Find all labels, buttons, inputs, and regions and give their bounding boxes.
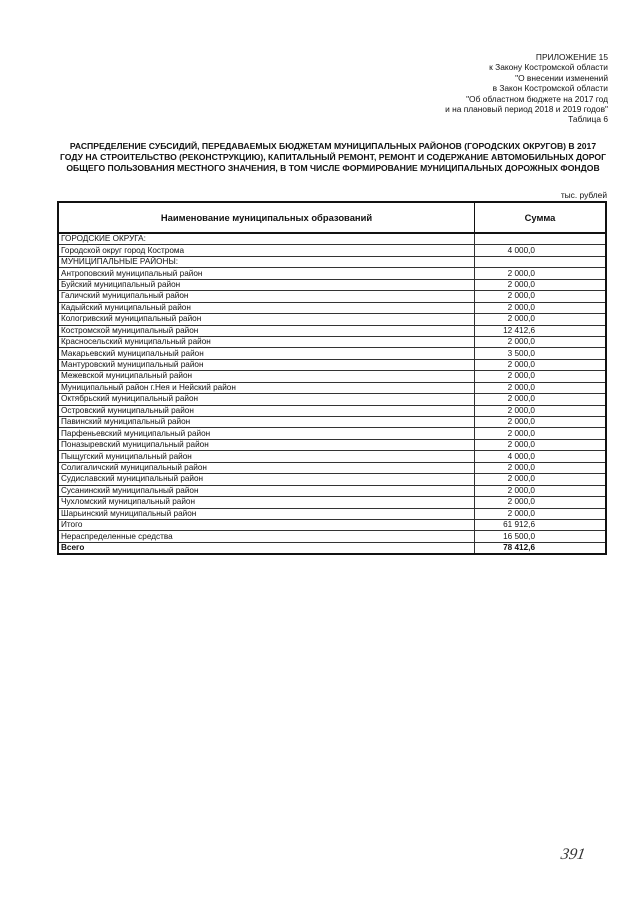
table-row [58, 359, 606, 370]
row-sum: 2 000,0 [475, 428, 607, 439]
row-name: МУНИЦИПАЛЬНЫЕ РАЙОНЫ: [58, 256, 475, 267]
row-sum: 16 500,0 [475, 531, 607, 542]
row-name: Галичский муниципальный район [58, 291, 475, 302]
row-sum: 2 000,0 [475, 291, 607, 302]
table-row [58, 485, 606, 496]
table-row [58, 336, 606, 347]
page-number: 391 [559, 846, 587, 863]
row-name: Итого [58, 519, 475, 530]
table-row [58, 542, 606, 554]
header-line: Таблица 6 [568, 114, 608, 125]
header-line: "Об областном бюджете на 2017 год [466, 93, 608, 104]
document-title: РАСПРЕДЕЛЕНИЕ СУБСИДИЙ, ПЕРЕДАВАЕМЫХ БЮДЖЕТАМ МУНИЦИПАЛЬНЫХ РАЙОНОВ (ГОРОДСКИХ ОКРУГОВ) В 2017 ГОДУ НА СТРОИТЕЛЬСТВО (РЕКОНСТРУКЦИЮ), КАПИТАЛЬНЫЙ РЕМОНТ, РЕМОНТ И СОДЕРЖАНИЕ АВТОМОБИЛЬНЫХ ДОРОГ ОБЩЕГО ПОЛЬЗОВАНИЯ МЕСТНОГО ЗНАЧЕНИЯ, В ТОМ ЧИСЛЕ ФОРМИРОВАНИЕ МУНИЦИПАЛЬНЫХ ДОРОЖНЫХ ФОНДОВ [60, 141, 606, 174]
table-row [58, 325, 606, 336]
row-name: Красносельский муниципальный район [58, 336, 475, 347]
row-sum: 12 412,6 [475, 325, 607, 336]
table-row [58, 474, 606, 485]
column-header-name: Наименование муниципальных образований [58, 202, 475, 233]
row-name: Шарьинский муниципальный район [58, 508, 475, 519]
table-row [58, 519, 606, 530]
row-sum [475, 256, 607, 267]
header-line: "О внесении изменений [515, 72, 608, 83]
header-line: и на плановый период 2018 и 2019 годов" [445, 104, 608, 115]
row-sum: 3 500,0 [475, 348, 607, 359]
row-sum: 2 000,0 [475, 314, 607, 325]
row-sum: 2 000,0 [475, 462, 607, 473]
table-row [58, 245, 606, 256]
header-line: в Закон Костромской области [492, 83, 608, 94]
table-body [58, 233, 606, 554]
subsidy-table [57, 201, 607, 555]
row-name: Островский муниципальный район [58, 405, 475, 416]
row-name: Чухломский муниципальный район [58, 497, 475, 508]
row-sum: 2 000,0 [475, 474, 607, 485]
row-name: Пыщугский муниципальный район [58, 451, 475, 462]
appendix-header [288, 52, 608, 125]
row-sum: 2 000,0 [475, 268, 607, 279]
row-sum: 61 912,6 [475, 519, 607, 530]
table-row [58, 371, 606, 382]
row-sum: 2 000,0 [475, 405, 607, 416]
row-name: Макарьевский муниципальный район [58, 348, 475, 359]
table-row [58, 256, 606, 267]
row-sum: 2 000,0 [475, 336, 607, 347]
table-row [58, 439, 606, 450]
table-row [58, 394, 606, 405]
row-sum: 2 000,0 [475, 394, 607, 405]
row-name: Буйский муниципальный район [58, 279, 475, 290]
table-row [58, 417, 606, 428]
row-name: Поназыревский муниципальный район [58, 439, 475, 450]
row-name: Муниципальный район г.Нея и Нейский район [58, 382, 475, 393]
row-sum: 2 000,0 [475, 279, 607, 290]
units-label: тыс. рублей [560, 190, 607, 200]
row-name: Антроповский муниципальный район [58, 268, 475, 279]
table-row [58, 348, 606, 359]
table-row [58, 497, 606, 508]
column-header-sum: Сумма [475, 202, 607, 233]
row-sum: 4 000,0 [475, 245, 607, 256]
row-sum: 2 000,0 [475, 417, 607, 428]
row-name: Кологривский муниципальный район [58, 314, 475, 325]
row-sum: 4 000,0 [475, 451, 607, 462]
table-row [58, 451, 606, 462]
row-sum: 2 000,0 [475, 371, 607, 382]
table-row [58, 279, 606, 290]
row-name: Всего [58, 542, 475, 554]
row-name: ГОРОДСКИЕ ОКРУГА: [58, 233, 475, 245]
row-sum: 2 000,0 [475, 302, 607, 313]
row-name: Межевской муниципальный район [58, 371, 475, 382]
row-sum: 2 000,0 [475, 382, 607, 393]
table-row [58, 302, 606, 313]
row-name: Мантуровский муниципальный район [58, 359, 475, 370]
table-header-row [58, 202, 606, 233]
row-name: Парфеньевский муниципальный район [58, 428, 475, 439]
row-sum [475, 233, 607, 245]
row-name: Нераспределенные средства [58, 531, 475, 542]
row-sum: 2 000,0 [475, 508, 607, 519]
table-row [58, 428, 606, 439]
header-line: ПРИЛОЖЕНИЕ 15 [535, 52, 608, 62]
row-name: Сусанинский муниципальный район [58, 485, 475, 496]
table-row [58, 382, 606, 393]
row-sum: 2 000,0 [475, 485, 607, 496]
table-row [58, 233, 606, 245]
row-name: Городской округ город Кострома [58, 245, 475, 256]
row-name: Солигаличский муниципальный район [58, 462, 475, 473]
row-name: Костромской муниципальный район [58, 325, 475, 336]
table-row [58, 405, 606, 416]
row-name: Судиславский муниципальный район [58, 474, 475, 485]
row-name: Октябрьский муниципальный район [58, 394, 475, 405]
row-sum: 78 412,6 [475, 542, 607, 554]
row-name: Кадыйский муниципальный район [58, 302, 475, 313]
row-sum: 2 000,0 [475, 439, 607, 450]
header-line: к Закону Костромской области [489, 62, 608, 73]
table-row [58, 291, 606, 302]
row-name: Павинский муниципальный район [58, 417, 475, 428]
table-row [58, 462, 606, 473]
table-row [58, 314, 606, 325]
row-sum: 2 000,0 [475, 497, 607, 508]
table-row [58, 268, 606, 279]
table-row [58, 531, 606, 542]
row-sum: 2 000,0 [475, 359, 607, 370]
table-row [58, 508, 606, 519]
